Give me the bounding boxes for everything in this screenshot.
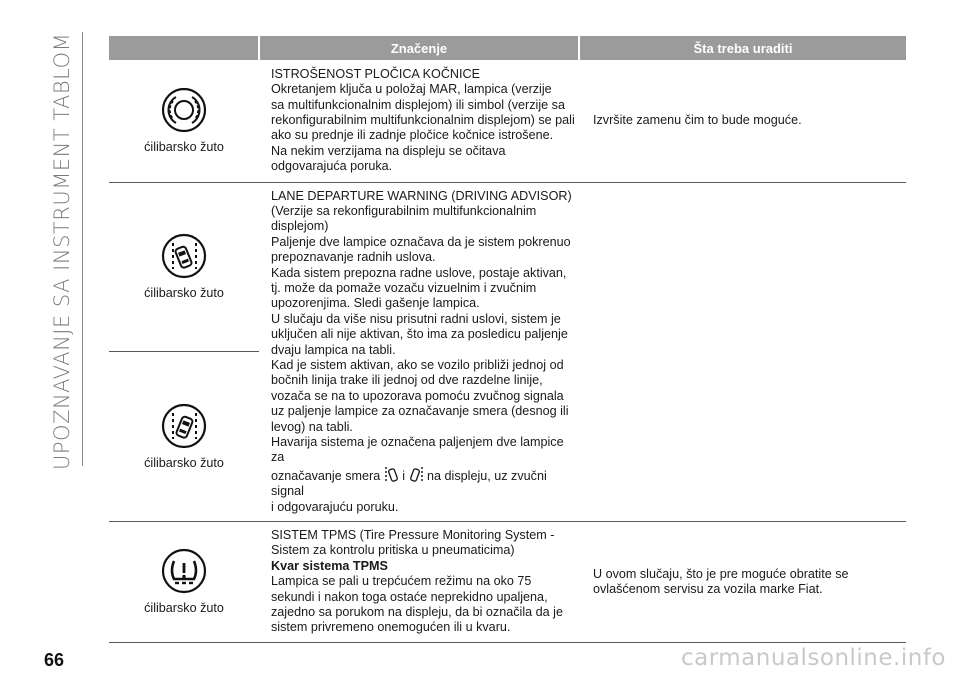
desc-title: LANE DEPARTURE WARNING (DRIVING ADVISOR) — [271, 188, 572, 203]
desc-line: (Verzije sa rekonfigurabilnim multifunkcionalnim — [271, 203, 537, 218]
watermark: carmanualsonline.info — [680, 645, 946, 671]
color-label: ćilibarsko žuto — [144, 601, 224, 616]
icon-cell — [109, 60, 259, 182]
desc-line: sekundi i nakon toga ostaće neprekidno upaljena, — [271, 589, 548, 604]
desc-line: Kada sistem prepozna radne uslove, postaje aktivan, — [271, 265, 567, 280]
icon-cell — [109, 522, 259, 643]
tpms-warning-icon — [160, 547, 208, 595]
desc-line: uz paljenje lampice za označavanje smera (desnog ili — [271, 404, 569, 419]
action-line: U ovom slučaju, što je pre moguće obratite se — [593, 566, 849, 581]
desc-line: Paljenje dve lampice označava da je sistem pokrenuo — [271, 234, 571, 249]
desc-line: Sistem za kontrolu pritiska u pneumaticima) — [271, 543, 515, 558]
header-blank — [109, 36, 259, 60]
desc-line: i odgovarajuću poruku. — [271, 499, 399, 514]
icon-cell — [109, 352, 259, 522]
header-meaning: Značenje — [259, 36, 579, 60]
color-label: ćilibarsko žuto — [144, 286, 224, 301]
desc-line: Lampica se pali u trepćućem režimu na oko 75 — [271, 574, 532, 589]
table-row — [109, 182, 906, 352]
desc-line: tj. može da pomaže vozaču vizuelnim i zvučnim — [271, 280, 537, 295]
desc-line: Havarija sistema je označena paljenjem dve lampice za — [271, 435, 564, 465]
inline-text: označavanje smera — [271, 468, 381, 483]
turn-left-mini-icon — [384, 466, 399, 484]
desc-line: sistem privremeno onemogućen ili u kvaru. — [271, 620, 511, 635]
action-cell: Izvršite zamenu čim to bude moguće. — [579, 60, 906, 182]
warning-lights-table — [109, 36, 906, 643]
desc-line: U slučaju da više nisu prisutni radni uslovi, sistem je — [271, 311, 561, 326]
desc-title: ISTROŠENOST PLOČICA KOČNICE — [271, 66, 481, 81]
desc-subheading: Kvar sistema TPMS — [271, 558, 388, 573]
table-row — [109, 60, 906, 182]
color-label: ćilibarsko žuto — [144, 140, 224, 155]
section-title: UPOZNAVANJE SA INSTRUMENT TABLOM — [50, 32, 74, 470]
desc-line: levog) na tabli. — [271, 419, 353, 434]
desc-line: uključen ali nije aktivan, što ima za posledicu paljenje — [271, 327, 568, 342]
desc-line: upozorenjima. Sledi gašenje lampica. — [271, 296, 480, 311]
action-cell — [579, 522, 906, 643]
description-cell — [259, 522, 579, 643]
table-row — [109, 522, 906, 643]
action-line: ovlašćenom servisu za vozila marke Fiat. — [593, 581, 823, 596]
action-cell — [579, 182, 906, 522]
desc-line: dvaju lampica na tabli. — [271, 342, 396, 357]
desc-line: Okretanjem ključa u položaj MAR, lampica (verzije — [271, 82, 552, 97]
color-label: ćilibarsko žuto — [144, 455, 224, 470]
desc-line: odgovarajuća poruka. — [271, 159, 393, 174]
desc-line-inline-icons — [271, 466, 575, 500]
desc-line: displejom) — [271, 219, 329, 234]
turn-right-mini-icon — [409, 466, 424, 484]
desc-line: ako su prednje ili zadnje pločice kočnice istrošene. — [271, 128, 554, 143]
desc-line: sa multifunkcionalnim displejom) ili simbol (verzije sa — [271, 97, 565, 112]
desc-line: zajedno sa porukom na displeju, da bi označila da je — [271, 605, 563, 620]
description-cell — [259, 182, 579, 522]
desc-line: rekonfigurabilnim multifunkcionalnim displejom) se pali — [271, 113, 575, 128]
inline-text: na displeju, uz zvučni signal — [271, 468, 547, 499]
desc-line: prepoznavanje radnih uslova. — [271, 250, 436, 265]
desc-line: vozača se na to upozorava pomoću zvučnog signala — [271, 388, 564, 403]
brake-pad-wear-icon — [160, 86, 208, 134]
header-action: Šta treba uraditi — [579, 36, 906, 60]
page-number: 66 — [44, 650, 65, 670]
desc-line: bočnih linija trake ili jednoj od dve razdelne linije, — [271, 373, 543, 388]
section-rule — [82, 32, 83, 466]
desc-title: SISTEM TPMS (Tire Pressure Monitoring System - — [271, 528, 555, 543]
inline-text: i — [402, 468, 406, 483]
lane-departure-left-icon — [160, 232, 208, 280]
desc-line: Kad je sistem aktivan, ako se vozilo približi jednoj od — [271, 357, 564, 372]
icon-cell — [109, 182, 259, 352]
table-header — [109, 36, 906, 60]
lane-departure-right-icon — [160, 402, 208, 450]
description-cell — [259, 60, 579, 182]
desc-line: Na nekim verzijama na displeju se očitava — [271, 143, 506, 158]
